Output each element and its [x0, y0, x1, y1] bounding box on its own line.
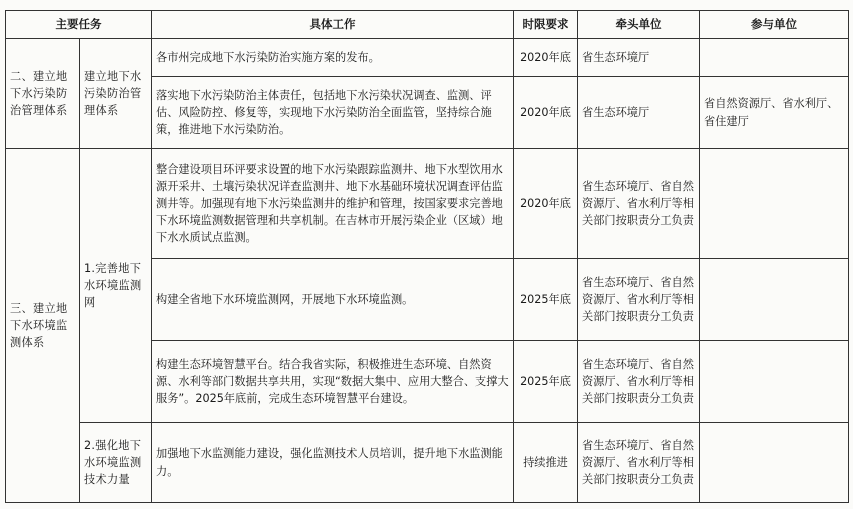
header-participating-unit: 参与单位 [700, 11, 849, 39]
work-cell: 构建全省地下水环境监测网，开展地下水环境监测。 [152, 259, 514, 341]
table-row [6, 149, 849, 259]
work-cell: 整合建设项目环评要求设置的地下水污染跟踪监测井、地下水型饮用水源开采井、土壤污染状况详查监测井、地下水基础环境状况调查评估监测井等。加强现有地下水污染监测井的维护和管理，按国家要求完善地下水环境监测数据管理和共享机制。在吉林市开展污染企业（区域）地下水水质试点监测。 [152, 149, 514, 259]
participating-unit-cell: 省自然资源厅、省水利厅、省住建厅 [700, 77, 849, 149]
lead-unit-cell: 省生态环境厅、省自然资源厅、省水利厅等相关部门按职责分工负责 [578, 423, 700, 503]
work-cell: 各市州完成地下水污染防治实施方案的发布。 [152, 39, 514, 77]
table-row [6, 423, 849, 503]
participating-unit-cell [700, 341, 849, 423]
participating-unit-cell [700, 149, 849, 259]
lead-unit-cell: 省生态环境厅 [578, 77, 700, 149]
participating-unit-cell [700, 259, 849, 341]
subtask-cell: 建立地下水污染防治管理体系 [80, 39, 152, 149]
lead-unit-cell: 省生态环境厅、省自然资源厅、省水利厅等相关部门按职责分工负责 [578, 341, 700, 423]
participating-unit-cell [700, 423, 849, 503]
table-row [6, 39, 849, 77]
work-cell: 构建生态环境智慧平台。结合我省实际，积极推进生态环境、自然资源、水利等部门数据共享共用，实现“数据大集中、应用大整合、支撑大服务”。2025年底前，完成生态环境智慧平台建设。 [152, 341, 514, 423]
header-deadline: 时限要求 [514, 11, 578, 39]
work-cell: 落实地下水污染防治主体责任，包括地下水污染状况调查、监测、评估、风险防控、修复等，实现地下水污染防治全面监管，坚持综合施策，推进地下水污染防治。 [152, 77, 514, 149]
subtask-cell: 2.强化地下水环境监测技术力量 [80, 423, 152, 503]
lead-unit-cell: 省生态环境厅、省自然资源厅、省水利厅等相关部门按职责分工负责 [578, 259, 700, 341]
header-main-task: 主要任务 [6, 11, 152, 39]
participating-unit-cell [700, 39, 849, 77]
deadline-cell: 2025年底 [514, 341, 578, 423]
deadline-cell: 持续推进 [514, 423, 578, 503]
deadline-cell: 2020年底 [514, 149, 578, 259]
subtask-cell: 1.完善地下水环境监测网 [80, 149, 152, 423]
header-row [6, 11, 849, 39]
main-task-cell: 二、建立地下水污染防治管理体系 [6, 39, 80, 149]
lead-unit-cell: 省生态环境厅 [578, 39, 700, 77]
deadline-cell: 2020年底 [514, 39, 578, 77]
header-specific-work: 具体工作 [152, 11, 514, 39]
header-lead-unit: 牵头单位 [578, 11, 700, 39]
work-cell: 加强地下水监测能力建设，强化监测技术人员培训，提升地下水监测能力。 [152, 423, 514, 503]
deadline-cell: 2020年底 [514, 77, 578, 149]
task-table [5, 10, 849, 503]
deadline-cell: 2025年底 [514, 259, 578, 341]
main-task-cell: 三、建立地下水环境监测体系 [6, 149, 80, 503]
lead-unit-cell: 省生态环境厅、省自然资源厅、省水利厅等相关部门按职责分工负责 [578, 149, 700, 259]
